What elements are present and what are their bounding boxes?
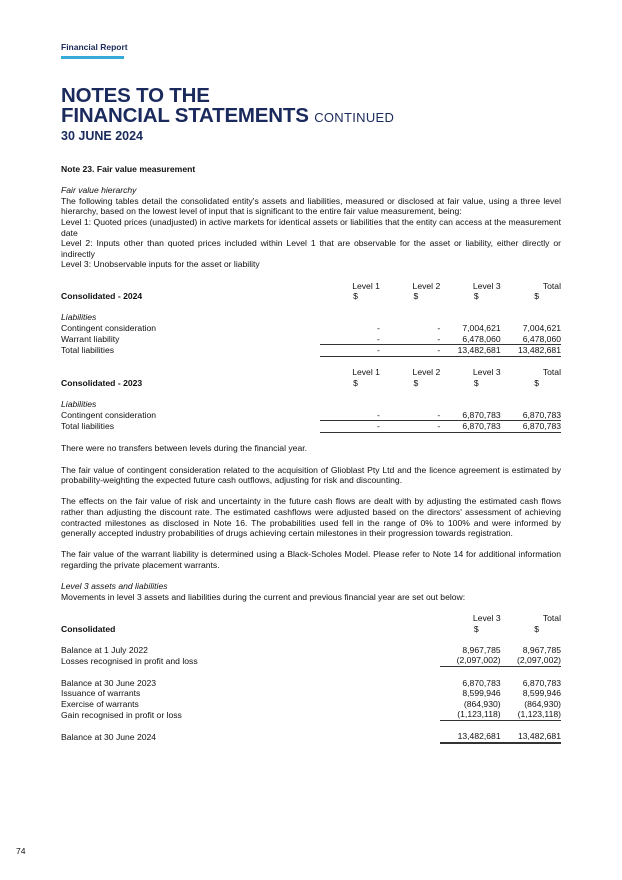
table-label: Consolidated - 2023 xyxy=(61,377,143,388)
col-level2: Level 2 xyxy=(412,280,441,291)
table-row: Issuance of warrants 8,599,946 8,599,946 xyxy=(61,688,561,699)
report-label: Financial Report xyxy=(61,42,128,52)
col-level3: Level 3 xyxy=(472,280,501,291)
title-continued: CONTINUED xyxy=(314,110,395,125)
hierarchy-intro: The following tables detail the consolidated entity's assets and liabilities, measured or disclosed at fair value, using a three level hierarchy, based on the lowest level of input that is significant to the entire fair value measurement, being: xyxy=(61,195,561,217)
level3-intro: Movements in level 3 assets and liabilities during the current and previous financial year are set out below: xyxy=(61,591,466,602)
page-date: 30 JUNE 2024 xyxy=(61,129,144,143)
table-row: Contingent consideration - - 6,870,783 6,870,783 xyxy=(61,409,561,420)
title-line1: NOTES TO THE xyxy=(61,84,210,107)
table-row: Exercise of warrants (864,930) (864,930) xyxy=(61,698,561,709)
paragraph: The fair value of contingent consideration related to the acquisition of Glioblast Pty Ltd and the licence agreement is estimated by probability-weighting the expected future cash outflows, adjusting for risk and discounting. xyxy=(61,464,561,486)
table-row: Balance at 30 June 2024 13,482,681 13,482,681 xyxy=(61,731,561,742)
paragraph: The fair value of the warrant liability is determined using a Black-Scholes Model. Please refer to Note 14 for additional information regarding the private placement warrants. xyxy=(61,549,561,570)
level1-text: Level 1: Quoted prices (unadjusted) in active markets for identical assets or liabilities that the entity can access at the measurement date xyxy=(61,216,561,238)
paragraph: There were no transfers between levels during the financial year. xyxy=(61,443,308,454)
col-level1: Level 1 xyxy=(352,280,380,291)
table-row: Total liabilities - - 13,482,681 13,482,681 xyxy=(61,345,561,356)
page-number: 74 xyxy=(16,846,26,856)
table-row: Gain recognised in profit or loss (1,123,118) (1,123,118) xyxy=(61,709,561,720)
table-level3: Level 3 Total Consolidated $ $ Balance at 1 July 2022 8,967,785 8,967,785 Losses recognised in profit and loss (2,097,002) (2,097,002) Balance at 30 June 2023 6,870,783 6,870,783 Issuance of warrants 8,599,946 8,599,946 Exercise of warrants (864,930) (864,930) Gain recognised in profit or loss (1,123,118) (1,123,118) Balance at 30 June 2024 13,482,681 13,482,681 xyxy=(61,612,561,742)
table-row: Balance at 1 July 2022 8,967,785 8,967,785 xyxy=(61,644,561,655)
table-row: Total liabilities - - 6,870,783 6,870,783 xyxy=(61,421,561,432)
table-2024: Level 1 Level 2 Level 3 Total Consolidated - 2024 $ $ $ $ Liabilities Contingent consideration - - 7,004,621 7,004,621 Warrant liability - - 6,478,060 6,478,060 Total liabilities - - 13,482,681 13,482,681 xyxy=(61,280,561,356)
table-row: Losses recognised in profit and loss (2,097,002) (2,097,002) xyxy=(61,655,561,666)
hierarchy-heading: Fair value hierarchy xyxy=(61,185,137,196)
level2-text: Level 2: Inputs other than quoted prices included within Level 1 that are observable for the asset or liability, either directly or indirectly xyxy=(61,238,561,259)
note-heading: Note 23. Fair value measurement xyxy=(61,164,196,174)
note-content xyxy=(61,164,561,744)
page-title xyxy=(61,86,394,128)
level3-heading: Level 3 assets and liabilities xyxy=(61,581,168,592)
table-label: Consolidated xyxy=(61,623,116,634)
header-accent-bar xyxy=(61,56,124,59)
table-row: Warrant liability - - 6,478,060 6,478,060 xyxy=(61,333,561,344)
level3-text: Level 3: Unobservable inputs for the asset or liability xyxy=(61,259,260,270)
table-row: Contingent consideration - - 7,004,621 7,004,621 xyxy=(61,322,561,333)
paragraph: The effects on the fair value of risk and uncertainty in the future cash flows are dealt with by adjusting the estimated cash flows rather than adjusting the discount rate. The estimated cashflows were adjusted based on the directors' assessment of achieving contracted milestones as disclosed in Note 16. The probabilities used fell in the range of 0% to 100% and were informed by generally accepted industry probabilities of drugs achieving certain milestones in their progression towards registration. xyxy=(61,496,561,539)
col-total: Total xyxy=(542,280,561,291)
title-line2: FINANCIAL STATEMENTS xyxy=(61,104,309,127)
table-row: Balance at 30 June 2023 6,870,783 6,870,783 xyxy=(61,677,561,688)
table-label: Consolidated - 2024 xyxy=(61,291,143,302)
table-2023: Level 1 Level 2 Level 3 Total Consolidated - 2023 $ $ $ $ Liabilities Contingent consideration - - 6,870,783 6,870,783 Total liabilities - - 6,870,783 6,870,783 xyxy=(61,367,561,432)
section-label: Liabilities xyxy=(61,399,97,410)
section-label: Liabilities xyxy=(61,312,97,323)
